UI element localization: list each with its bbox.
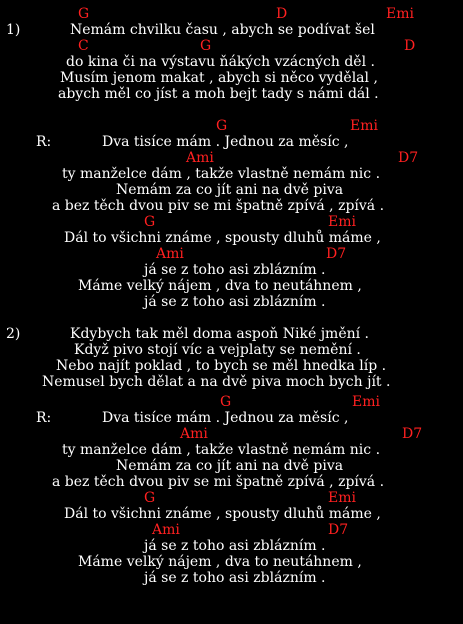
- lyric-line: Dva tisíce mám . Jednou za měsíc ,: [102, 410, 349, 426]
- chord: G: [144, 490, 156, 506]
- chord: D: [276, 6, 288, 22]
- chord: D7: [398, 150, 419, 166]
- lyric-line: já se z toho asi zblázním .: [144, 262, 326, 278]
- lyric-line: ty manželce dám , takže vlastně nemám nic .: [62, 442, 381, 458]
- lyric-line: a bez těch dvou piv se mi špatně zpívá , zpívá .: [52, 198, 385, 214]
- chord: Ami: [180, 426, 208, 442]
- chord: Emi: [352, 394, 380, 410]
- lyric-line: Dál to všichni známe , spousty dluhů máme ,: [64, 506, 381, 522]
- lyric-line: abych měl co jíst a moh bejt tady s námi dál .: [58, 86, 379, 102]
- verse-marker: 1): [6, 22, 21, 38]
- chord: D7: [328, 522, 349, 538]
- lyric-line: Máme velký nájem , dva to neutáhnem ,: [78, 278, 362, 294]
- chord: Ami: [186, 150, 214, 166]
- lyric-line: Nemám za co jít ani na dvě piva: [116, 182, 344, 198]
- lyric-line: Nemusel bych dělat a na dvě piva moch bych jít .: [42, 374, 391, 390]
- chord: Ami: [156, 246, 184, 262]
- lyric-line: Nemám za co jít ani na dvě piva: [116, 458, 344, 474]
- lyric-line: a bez těch dvou piv se mi špatně zpívá , zpívá .: [52, 474, 385, 490]
- lyric-line: já se z toho asi zblázním .: [144, 538, 326, 554]
- lyric-line: Nemám chvilku času , abych se podívat šel: [70, 22, 375, 38]
- lyric-line: já se z toho asi zblázním .: [144, 294, 326, 310]
- lyric-line: do kina či na výstavu ňákých vzácných děl .: [66, 54, 375, 70]
- lyric-line: Dál to všichni známe , spousty dluhů máme ,: [64, 230, 381, 246]
- verse-marker: 2): [6, 326, 21, 342]
- chorus-marker: R:: [36, 134, 52, 150]
- chord: G: [200, 38, 212, 54]
- chord: G: [216, 118, 228, 134]
- chord: Emi: [386, 6, 414, 22]
- lyric-line: Nebo najít poklad , to bych se měl hnedka líp .: [56, 358, 387, 374]
- lyric-line: já se z toho asi zblázním .: [144, 570, 326, 586]
- lyric-line: Dva tisíce mám . Jednou za měsíc ,: [102, 134, 349, 150]
- chord: D7: [402, 426, 423, 442]
- chord: C: [78, 38, 89, 54]
- chord: G: [144, 214, 156, 230]
- chord: G: [220, 394, 232, 410]
- lyric-line: Musím jenom makat , abych si něco vydělal ,: [60, 70, 378, 86]
- lyric-line: ty manželce dám , takže vlastně nemám nic .: [62, 166, 381, 182]
- lyric-line: Máme velký nájem , dva to neutáhnem ,: [78, 554, 362, 570]
- chord: D7: [326, 246, 347, 262]
- chord: D: [404, 38, 416, 54]
- chord: Emi: [328, 214, 356, 230]
- chord: Ami: [152, 522, 180, 538]
- chord: Emi: [328, 490, 356, 506]
- lyric-line: Kdybych tak měl doma aspoň Niké jmění .: [70, 326, 369, 342]
- lyric-line: Když pivo stojí víc a vejplaty se nemění .: [74, 342, 361, 358]
- chord: G: [78, 6, 90, 22]
- chorus-marker: R:: [36, 410, 52, 426]
- chord: Emi: [350, 118, 378, 134]
